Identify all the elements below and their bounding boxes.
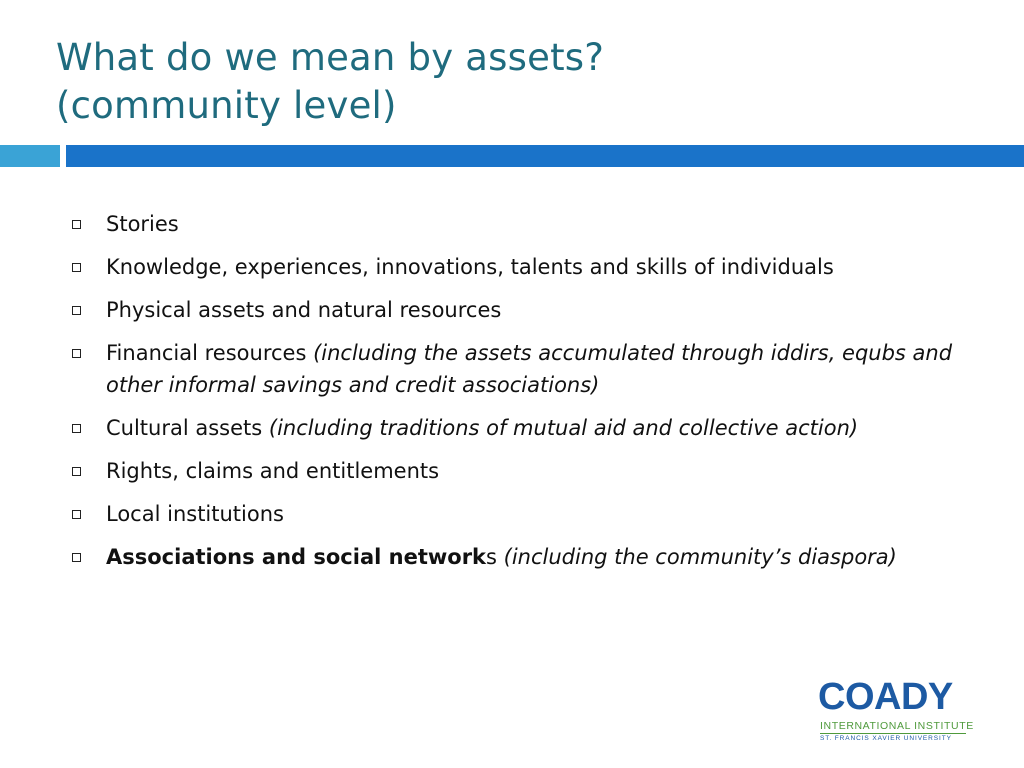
list-item (68, 455, 968, 487)
bullet-italic-note: (including the assets accumulated through iddirs, equbs and other informal savings and credit associations) (106, 341, 953, 397)
list-item (68, 337, 968, 401)
bullet-text: Stories (106, 212, 179, 236)
title-accent-bar-right (66, 145, 1024, 167)
title-accent-bar-left (0, 145, 60, 167)
square-bullet-icon (72, 553, 81, 562)
square-bullet-icon (72, 220, 81, 229)
list-item (68, 412, 968, 444)
bullet-text: s (486, 545, 504, 569)
bullet-bold-text: Associations and social network (106, 545, 487, 569)
list-item (68, 294, 968, 326)
square-bullet-icon (72, 306, 81, 315)
title-line-1: What do we mean by assets? (56, 36, 605, 79)
bullet-italic-note: (including traditions of mutual aid and collective action) (268, 416, 859, 440)
bullet-text: Financial resources (106, 341, 314, 365)
square-bullet-icon (72, 467, 81, 476)
bullet-list (68, 208, 968, 584)
square-bullet-icon (72, 424, 81, 433)
list-item (68, 208, 968, 240)
logo-institute-name: INTERNATIONAL INSTITUTE (820, 720, 974, 732)
slide-title (56, 34, 604, 130)
bullet-text: Cultural assets (106, 416, 269, 440)
coady-logo (818, 676, 974, 742)
bullet-text: Rights, claims and entitlements (106, 459, 440, 483)
list-item (68, 498, 968, 530)
bullet-text: Local institutions (106, 502, 284, 526)
square-bullet-icon (72, 349, 81, 358)
bullet-text: Knowledge, experiences, innovations, talents and skills of individuals (106, 255, 834, 279)
title-line-2: (community level) (56, 84, 397, 127)
list-item (68, 251, 968, 283)
logo-university-name: ST. FRANCIS XAVIER UNIVERSITY (820, 735, 952, 742)
square-bullet-icon (72, 510, 81, 519)
bullet-text: Physical assets and natural resources (106, 298, 502, 322)
list-item (68, 541, 968, 573)
logo-wordmark: COADY (818, 676, 953, 718)
square-bullet-icon (72, 263, 81, 272)
bullet-italic-note: (including the community’s diaspora) (503, 545, 897, 569)
